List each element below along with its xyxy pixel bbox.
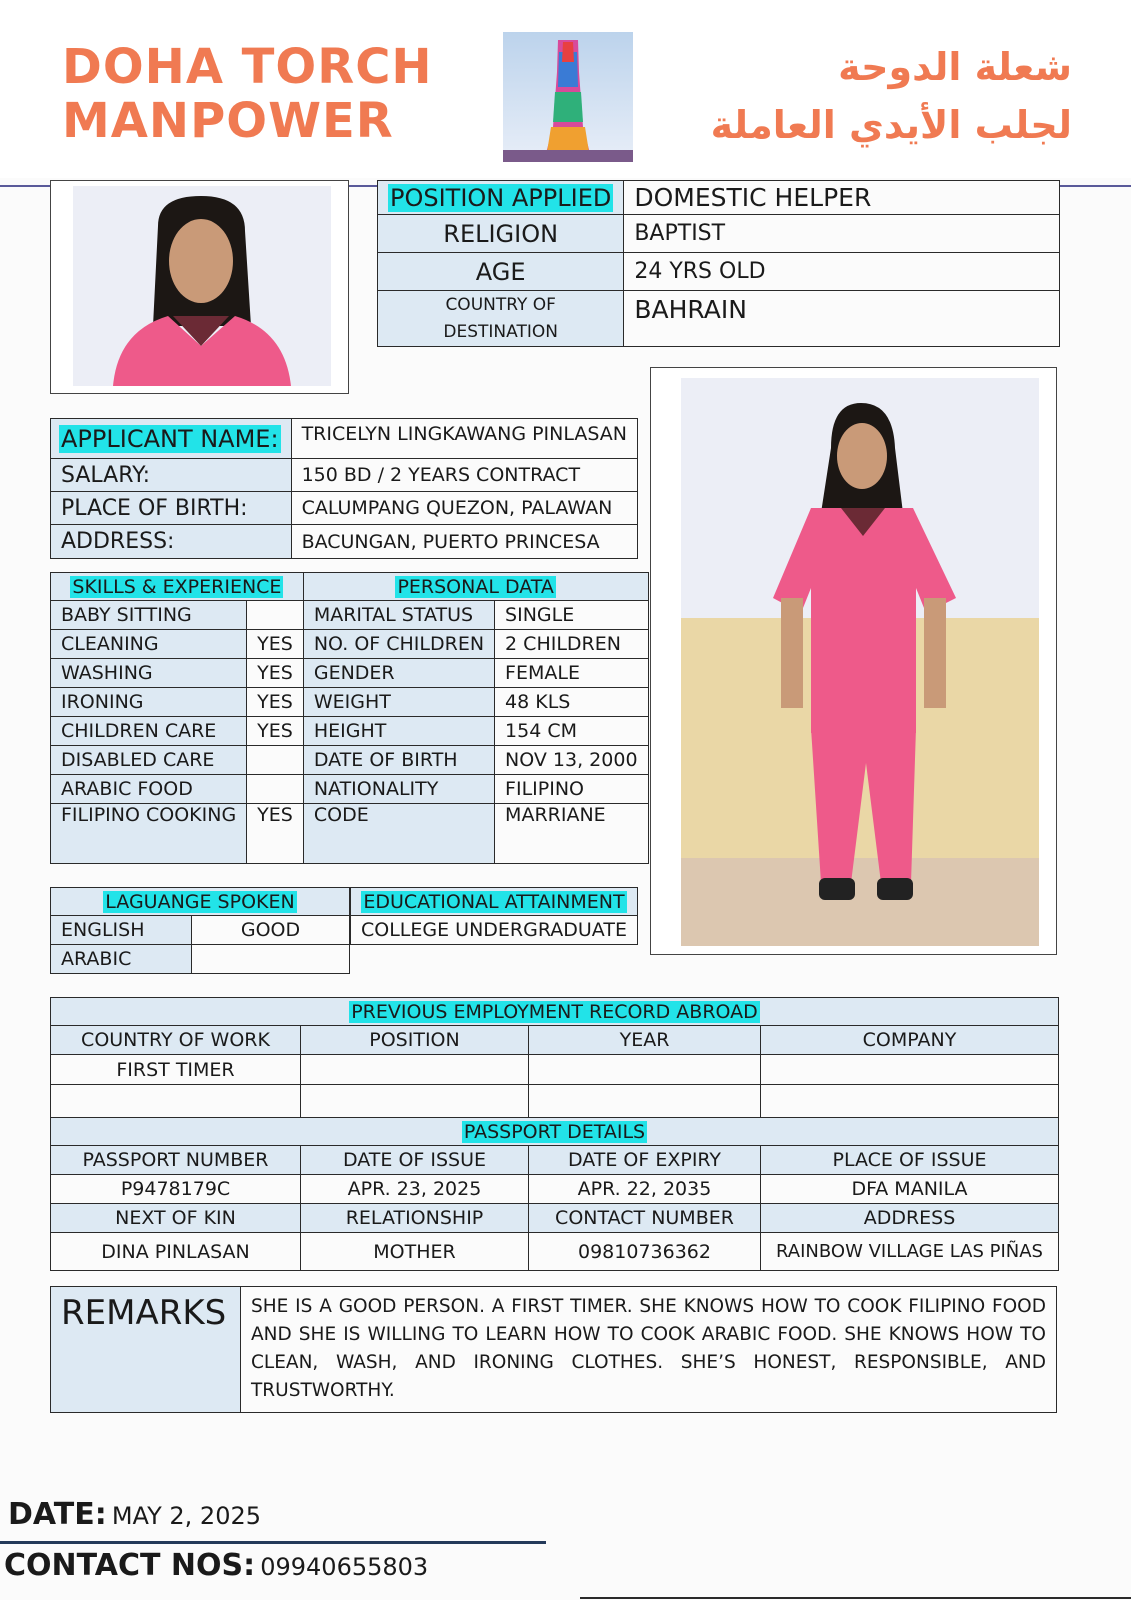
skills-header: SKILLS & EXPERIENCE — [72, 575, 282, 598]
passport-column-header: PASSPORT NUMBER — [51, 1146, 301, 1175]
skill-value: YES — [247, 804, 304, 864]
skills-personal-row — [51, 630, 649, 659]
employment-cell — [761, 1055, 1059, 1085]
skill-label: ARABIC FOOD — [51, 775, 247, 804]
passport-column-header: PLACE OF ISSUE — [761, 1146, 1059, 1175]
kin-column-header: CONTACT NUMBER — [529, 1204, 761, 1233]
remarks-table — [50, 1286, 1057, 1413]
personal-value: 154 CM — [495, 717, 648, 746]
language-row-value — [192, 945, 350, 974]
portrait-photo-frame — [50, 180, 349, 394]
birthplace-value: CALUMPANG QUEZON, PALAWAN — [291, 492, 637, 525]
passport-header-cell — [51, 1118, 1059, 1146]
employment-header: PREVIOUS EMPLOYMENT RECORD ABROAD — [351, 1000, 758, 1023]
skill-label: IRONING — [51, 688, 247, 717]
salary-label: SALARY: — [51, 459, 292, 492]
personal-value: FEMALE — [495, 659, 648, 688]
torch-tower-icon — [503, 32, 633, 162]
date-label: DATE: — [8, 1497, 107, 1532]
personal-label: NO. OF CHILDREN — [303, 630, 494, 659]
skills-personal-row — [51, 804, 649, 864]
personal-label: CODE — [303, 804, 494, 864]
employment-cell — [761, 1085, 1059, 1118]
full-body-photo-frame — [650, 367, 1057, 955]
salary-value: 150 BD / 2 YEARS CONTRACT — [291, 459, 637, 492]
applicant-table — [50, 418, 638, 559]
employment-column-header: COUNTRY OF WORK — [51, 1026, 301, 1055]
skill-label: DISABLED CARE — [51, 746, 247, 775]
age-value: 24 YRS OLD — [624, 253, 1060, 291]
applicant-name-label-cell — [51, 419, 292, 459]
skill-label: CHILDREN CARE — [51, 717, 247, 746]
company-name-line1: DOHA TORCH — [62, 39, 433, 95]
passport-column-header: DATE OF ISSUE — [301, 1146, 529, 1175]
skills-personal-row — [51, 746, 649, 775]
contact-line — [4, 1548, 428, 1583]
passport-issue-date-value: APR. 23, 2025 — [301, 1175, 529, 1204]
destination-label-line1: COUNTRY OF — [445, 294, 556, 315]
skill-value — [247, 775, 304, 804]
personal-label: MARITAL STATUS — [303, 601, 494, 630]
address-label: ADDRESS: — [51, 525, 292, 559]
company-name-line2: MANPOWER — [62, 93, 394, 149]
skills-personal-table — [50, 572, 649, 864]
language-header: LAGUANGE SPOKEN — [105, 890, 295, 913]
skill-value — [247, 601, 304, 630]
language-row-label: ARABIC — [51, 945, 192, 974]
contact-label: CONTACT NOS: — [4, 1548, 256, 1583]
employment-column-header: POSITION — [301, 1026, 529, 1055]
applicant-name-value: TRICELYN LINGKAWANG PINLASAN — [291, 419, 637, 459]
date-line — [8, 1497, 261, 1532]
header-rule-mid — [348, 185, 378, 187]
employment-cell: FIRST TIMER — [51, 1055, 301, 1085]
language-header-cell — [51, 888, 350, 916]
skill-value: YES — [247, 688, 304, 717]
kin-address-value: RAINBOW VILLAGE LAS PIÑAS — [761, 1233, 1059, 1271]
header-rule-left — [0, 185, 50, 187]
company-name-arabic-line1: شعلة الدوحة — [838, 45, 1072, 89]
education-value: COLLEGE UNDERGRADUATE — [351, 916, 638, 945]
passport-header: PASSPORT DETAILS — [463, 1120, 646, 1143]
personal-value: NOV 13, 2000 — [495, 746, 648, 775]
skills-personal-row — [51, 659, 649, 688]
skills-header-cell — [51, 573, 304, 601]
language-row-value: GOOD — [192, 916, 350, 945]
position-value: DOMESTIC HELPER — [624, 181, 1060, 215]
address-value: BACUNGAN, PUERTO PRINCESA — [291, 525, 637, 559]
date-value: MAY 2, 2025 — [111, 1502, 261, 1530]
skills-personal-row — [51, 717, 649, 746]
passport-column-header: DATE OF EXPIRY — [529, 1146, 761, 1175]
personal-header: PERSONAL DATA — [397, 575, 554, 598]
language-table — [50, 887, 350, 974]
employment-cell — [51, 1085, 301, 1118]
company-name-arabic-line2: لجلب الأيدي العاملة — [710, 103, 1072, 147]
footer-bottom-rule — [580, 1597, 1131, 1599]
employment-cell — [529, 1085, 761, 1118]
passport-expiry-date-value: APR. 22, 2035 — [529, 1175, 761, 1204]
top-info-table — [377, 180, 1060, 347]
destination-value: BAHRAIN — [624, 291, 1060, 347]
remarks-label: REMARKS — [51, 1287, 241, 1413]
applicant-name-label: APPLICANT NAME: — [61, 424, 279, 453]
kin-column-header: NEXT OF KIN — [51, 1204, 301, 1233]
employment-cell — [301, 1055, 529, 1085]
employment-header-cell — [51, 998, 1059, 1026]
employment-cell — [301, 1085, 529, 1118]
personal-label: NATIONALITY — [303, 775, 494, 804]
portrait-photo — [73, 186, 331, 386]
personal-value: FILIPINO — [495, 775, 648, 804]
header — [0, 0, 1131, 178]
position-label-cell — [378, 181, 624, 215]
age-label: AGE — [378, 253, 624, 291]
personal-label: GENDER — [303, 659, 494, 688]
skill-value: YES — [247, 630, 304, 659]
remarks-text: SHE IS A GOOD PERSON. A FIRST TIMER. SHE KNOWS HOW TO COOK FILIPINO FOOD AND SHE IS WILLING TO LEARN HOW TO COOK ARABIC FOOD. SHE KNOWS HOW TO CLEAN, WASH, AND IRONING CLOTHES. SHE’S HONEST, RESPONSIBLE, AND TRUSTWORTHY. — [241, 1287, 1057, 1413]
company-name-arabic — [640, 38, 1072, 154]
skill-label: CLEANING — [51, 630, 247, 659]
personal-label: HEIGHT — [303, 717, 494, 746]
footer-divider — [0, 1541, 546, 1544]
personal-value: 48 KLS — [495, 688, 648, 717]
contact-value: 09940655803 — [260, 1553, 429, 1581]
position-label: POSITION APPLIED — [390, 183, 612, 212]
birthplace-label: PLACE OF BIRTH: — [51, 492, 292, 525]
skills-personal-row — [51, 688, 649, 717]
skill-value: YES — [247, 659, 304, 688]
skill-value — [247, 746, 304, 775]
religion-value: BAPTIST — [624, 215, 1060, 253]
skills-personal-row — [51, 601, 649, 630]
religion-label: RELIGION — [378, 215, 624, 253]
passport-issue-place-value: DFA MANILA — [761, 1175, 1059, 1204]
personal-header-cell — [303, 573, 648, 601]
destination-label-cell — [378, 291, 624, 347]
skills-personal-row — [51, 775, 649, 804]
destination-label-line2: DESTINATION — [443, 321, 558, 342]
kin-contact-value: 09810736362 — [529, 1233, 761, 1271]
education-header-cell — [351, 888, 638, 916]
kin-name-value: DINA PINLASAN — [51, 1233, 301, 1271]
skill-label: WASHING — [51, 659, 247, 688]
employment-cell — [529, 1055, 761, 1085]
skill-label: FILIPINO COOKING — [51, 804, 247, 864]
personal-label: DATE OF BIRTH — [303, 746, 494, 775]
kin-column-header: ADDRESS — [761, 1204, 1059, 1233]
kin-column-header: RELATIONSHIP — [301, 1204, 529, 1233]
personal-value: MARRIANE — [495, 804, 648, 864]
employment-column-header: COMPANY — [761, 1026, 1059, 1055]
kin-relationship-value: MOTHER — [301, 1233, 529, 1271]
company-name-english — [62, 40, 433, 148]
education-header: EDUCATIONAL ATTAINMENT — [363, 890, 625, 913]
skill-label: BABY SITTING — [51, 601, 247, 630]
language-row-label: ENGLISH — [51, 916, 192, 945]
employment-column-header: YEAR — [529, 1026, 761, 1055]
personal-value: SINGLE — [495, 601, 648, 630]
full-body-photo — [681, 378, 1039, 946]
header-rule-right — [1059, 185, 1131, 187]
education-table — [350, 887, 638, 945]
passport-number-value: P9478179C — [51, 1175, 301, 1204]
skill-value: YES — [247, 717, 304, 746]
personal-value: 2 CHILDREN — [495, 630, 648, 659]
employment-passport-table — [50, 997, 1059, 1271]
personal-label: WEIGHT — [303, 688, 494, 717]
